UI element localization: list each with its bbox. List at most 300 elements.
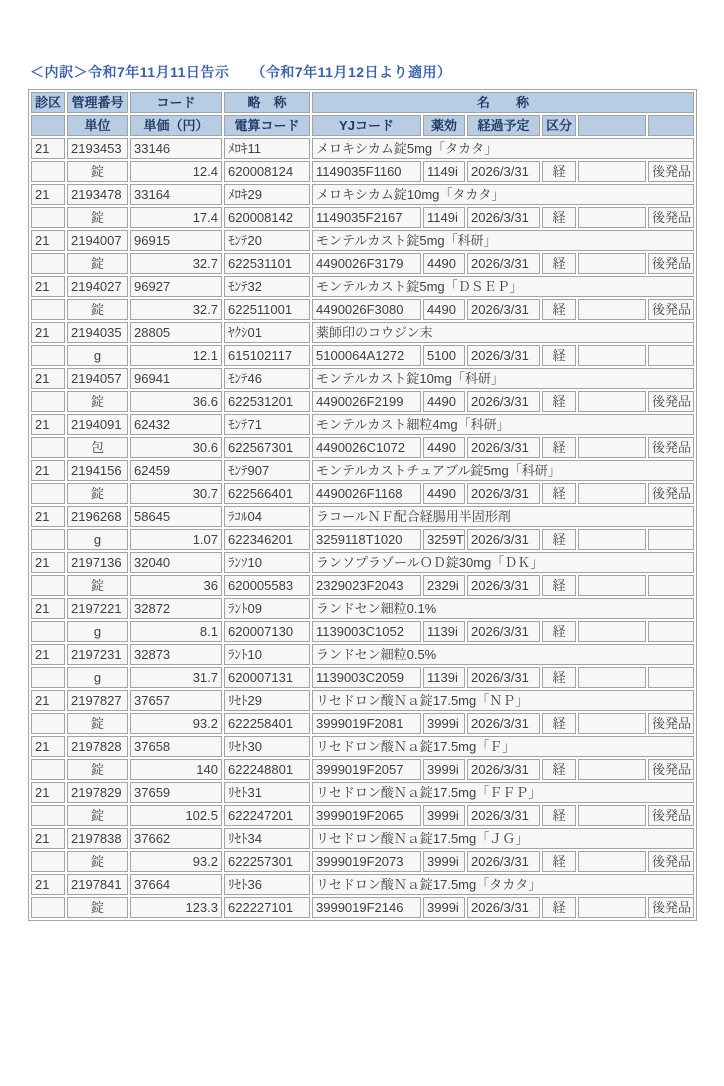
cell-ryakusho: ﾓﾝﾃ46 [224, 368, 310, 389]
header-blank [648, 115, 694, 136]
cell-kouhatsu-hin: 後発品 [648, 851, 694, 872]
cell-kubun: 経 [542, 483, 576, 504]
cell-code: 96941 [130, 368, 222, 389]
table-header [31, 92, 694, 136]
drug-name-row [31, 276, 694, 297]
drug-name-row [31, 690, 694, 711]
cell-yakko: 1139i [423, 621, 465, 642]
header-blank [31, 115, 65, 136]
cell-blank [31, 805, 65, 826]
header-tani: 単位 [67, 115, 128, 136]
drug-price-table [28, 89, 697, 921]
cell-blank [31, 483, 65, 504]
cell-kanri-bango: 2194091 [67, 414, 128, 435]
cell-tani: g [67, 529, 128, 550]
cell-tanka: 8.1 [130, 621, 222, 642]
cell-blank [578, 667, 646, 688]
cell-kanri-bango: 2197136 [67, 552, 128, 573]
header-row-1 [31, 92, 694, 113]
cell-kouhatsu-hin [648, 345, 694, 366]
cell-yakko: 1149i [423, 161, 465, 182]
cell-shinku: 21 [31, 782, 65, 803]
cell-shinku: 21 [31, 690, 65, 711]
cell-keika-yotei: 2026/3/31 [467, 253, 540, 274]
cell-yakko: 4490 [423, 391, 465, 412]
cell-shinku: 21 [31, 184, 65, 205]
drug-detail-row [31, 437, 694, 458]
cell-code: 62432 [130, 414, 222, 435]
cell-yakko: 4490 [423, 253, 465, 274]
cell-kanri-bango: 2196268 [67, 506, 128, 527]
cell-blank [578, 253, 646, 274]
header-kubun: 区分 [542, 115, 576, 136]
cell-kubun: 経 [542, 437, 576, 458]
cell-blank [578, 805, 646, 826]
cell-kouhatsu-hin [648, 667, 694, 688]
cell-meisho: 薬師印のコウジン末 [312, 322, 694, 343]
cell-kouhatsu-hin [648, 529, 694, 550]
cell-shinku: 21 [31, 644, 65, 665]
cell-blank [31, 667, 65, 688]
drug-name-row [31, 828, 694, 849]
cell-kanri-bango: 2197829 [67, 782, 128, 803]
drug-detail-row [31, 207, 694, 228]
cell-kouhatsu-hin: 後発品 [648, 897, 694, 918]
cell-keika-yotei: 2026/3/31 [467, 529, 540, 550]
cell-keika-yotei: 2026/3/31 [467, 391, 540, 412]
cell-kubun: 経 [542, 897, 576, 918]
cell-densan-code: 620007131 [224, 667, 310, 688]
cell-meisho: モンテルカストチュアブル錠5mg「科研」 [312, 460, 694, 481]
cell-blank [578, 529, 646, 550]
cell-ryakusho: ﾔｸｼ01 [224, 322, 310, 343]
cell-kouhatsu-hin: 後発品 [648, 805, 694, 826]
cell-kouhatsu-hin: 後発品 [648, 759, 694, 780]
cell-densan-code: 622248801 [224, 759, 310, 780]
cell-tanka: 93.2 [130, 851, 222, 872]
cell-yj-code: 4490026F3179 [312, 253, 421, 274]
cell-shinku: 21 [31, 736, 65, 757]
cell-ryakusho: ﾗﾝﾄ09 [224, 598, 310, 619]
cell-tanka: 30.6 [130, 437, 222, 458]
cell-yakko: 3259T [423, 529, 465, 550]
cell-tani: 錠 [67, 483, 128, 504]
header-yj-code: YJコード [312, 115, 421, 136]
cell-yakko: 3999i [423, 759, 465, 780]
drug-detail-row [31, 713, 694, 734]
drug-detail-row [31, 851, 694, 872]
cell-tani: 包 [67, 437, 128, 458]
drug-detail-row [31, 529, 694, 550]
cell-yakko: 3999i [423, 851, 465, 872]
cell-tani: 錠 [67, 207, 128, 228]
drug-detail-row [31, 299, 694, 320]
cell-meisho: メロキシカム錠10mg「タカタ」 [312, 184, 694, 205]
cell-keika-yotei: 2026/3/31 [467, 667, 540, 688]
cell-kubun: 経 [542, 667, 576, 688]
cell-densan-code: 620005583 [224, 575, 310, 596]
cell-yj-code: 4490026C1072 [312, 437, 421, 458]
cell-kubun: 経 [542, 805, 576, 826]
drug-detail-row [31, 483, 694, 504]
cell-tanka: 32.7 [130, 253, 222, 274]
cell-yakko: 1149i [423, 207, 465, 228]
drug-detail-row [31, 391, 694, 412]
cell-densan-code: 615102117 [224, 345, 310, 366]
cell-tani: 錠 [67, 391, 128, 412]
cell-kanri-bango: 2194007 [67, 230, 128, 251]
cell-kubun: 経 [542, 391, 576, 412]
drug-name-row [31, 322, 694, 343]
drug-name-row [31, 736, 694, 757]
cell-tani: 錠 [67, 897, 128, 918]
drug-detail-row [31, 897, 694, 918]
cell-yj-code: 1149035F2167 [312, 207, 421, 228]
cell-kouhatsu-hin: 後発品 [648, 713, 694, 734]
cell-tani: 錠 [67, 161, 128, 182]
cell-shinku: 21 [31, 598, 65, 619]
cell-kanri-bango: 2193478 [67, 184, 128, 205]
cell-blank [31, 897, 65, 918]
cell-densan-code: 622531201 [224, 391, 310, 412]
cell-blank [578, 897, 646, 918]
cell-shinku: 21 [31, 460, 65, 481]
cell-ryakusho: ﾓﾝﾃ907 [224, 460, 310, 481]
cell-yakko: 4490 [423, 437, 465, 458]
cell-kouhatsu-hin: 後発品 [648, 483, 694, 504]
drug-name-row [31, 368, 694, 389]
cell-code: 32873 [130, 644, 222, 665]
cell-meisho: リセドロン酸Ｎａ錠17.5mg「ＦＦＰ」 [312, 782, 694, 803]
cell-code: 96915 [130, 230, 222, 251]
cell-meisho: モンテルカスト錠5mg「科研」 [312, 230, 694, 251]
cell-tanka: 123.3 [130, 897, 222, 918]
cell-ryakusho: ﾗﾝﾄ10 [224, 644, 310, 665]
cell-kubun: 経 [542, 161, 576, 182]
cell-shinku: 21 [31, 414, 65, 435]
cell-kubun: 経 [542, 207, 576, 228]
cell-yj-code: 1149035F1160 [312, 161, 421, 182]
cell-keika-yotei: 2026/3/31 [467, 621, 540, 642]
cell-yakko: 4490 [423, 299, 465, 320]
table-body [31, 138, 694, 918]
header-yakko: 薬効 [423, 115, 465, 136]
cell-tanka: 102.5 [130, 805, 222, 826]
drug-detail-row [31, 253, 694, 274]
drug-name-row [31, 184, 694, 205]
cell-blank [31, 621, 65, 642]
cell-meisho: ランソプラゾールＯＤ錠30mg「ＤＫ」 [312, 552, 694, 573]
cell-shinku: 21 [31, 506, 65, 527]
cell-yj-code: 3999019F2057 [312, 759, 421, 780]
cell-meisho: ランドセン細粒0.1% [312, 598, 694, 619]
cell-densan-code: 622227101 [224, 897, 310, 918]
cell-blank [578, 575, 646, 596]
drug-name-row [31, 552, 694, 573]
cell-yj-code: 3999019F2146 [312, 897, 421, 918]
cell-densan-code: 622257301 [224, 851, 310, 872]
drug-detail-row [31, 805, 694, 826]
cell-blank [578, 345, 646, 366]
cell-kubun: 経 [542, 759, 576, 780]
cell-blank [31, 345, 65, 366]
cell-code: 37657 [130, 690, 222, 711]
cell-densan-code: 622258401 [224, 713, 310, 734]
cell-yj-code: 3999019F2065 [312, 805, 421, 826]
cell-shinku: 21 [31, 230, 65, 251]
cell-kanri-bango: 2197221 [67, 598, 128, 619]
cell-densan-code: 622566401 [224, 483, 310, 504]
cell-kouhatsu-hin [648, 575, 694, 596]
cell-yj-code: 3999019F2081 [312, 713, 421, 734]
cell-tanka: 36 [130, 575, 222, 596]
cell-blank [31, 391, 65, 412]
cell-densan-code: 620008124 [224, 161, 310, 182]
cell-ryakusho: ﾓﾝﾃ32 [224, 276, 310, 297]
cell-yj-code: 2329023F2043 [312, 575, 421, 596]
cell-yj-code: 3999019F2073 [312, 851, 421, 872]
cell-tani: 錠 [67, 713, 128, 734]
drug-name-row [31, 460, 694, 481]
cell-blank [31, 575, 65, 596]
cell-densan-code: 622531101 [224, 253, 310, 274]
cell-blank [31, 207, 65, 228]
cell-meisho: モンテルカスト錠10mg「科研」 [312, 368, 694, 389]
cell-code: 58645 [130, 506, 222, 527]
cell-code: 28805 [130, 322, 222, 343]
cell-blank [578, 483, 646, 504]
drug-name-row [31, 138, 694, 159]
cell-yj-code: 4490026F1168 [312, 483, 421, 504]
cell-ryakusho: ﾓﾝﾃ20 [224, 230, 310, 251]
cell-blank [31, 253, 65, 274]
cell-kanri-bango: 2194027 [67, 276, 128, 297]
cell-blank [578, 621, 646, 642]
cell-blank [578, 299, 646, 320]
cell-yj-code: 4490026F2199 [312, 391, 421, 412]
cell-kouhatsu-hin: 後発品 [648, 253, 694, 274]
cell-yakko: 1139i [423, 667, 465, 688]
cell-ryakusho: ﾘｾﾄ29 [224, 690, 310, 711]
cell-code: 32872 [130, 598, 222, 619]
cell-blank [578, 161, 646, 182]
drug-name-row [31, 782, 694, 803]
cell-kanri-bango: 2193453 [67, 138, 128, 159]
cell-shinku: 21 [31, 138, 65, 159]
cell-ryakusho: ﾒﾛｷ29 [224, 184, 310, 205]
cell-blank [578, 759, 646, 780]
cell-yj-code: 3259118T1020 [312, 529, 421, 550]
cell-ryakusho: ﾘｾﾄ31 [224, 782, 310, 803]
header-ryakusho: 略 称 [224, 92, 310, 113]
cell-shinku: 21 [31, 322, 65, 343]
cell-ryakusho: ﾘｾﾄ36 [224, 874, 310, 895]
drug-detail-row [31, 161, 694, 182]
cell-tani: 錠 [67, 299, 128, 320]
cell-shinku: 21 [31, 276, 65, 297]
cell-keika-yotei: 2026/3/31 [467, 805, 540, 826]
cell-tanka: 12.1 [130, 345, 222, 366]
cell-meisho: リセドロン酸Ｎａ錠17.5mg「Ｆ」 [312, 736, 694, 757]
cell-meisho: リセドロン酸Ｎａ錠17.5mg「タカタ」 [312, 874, 694, 895]
cell-blank [578, 437, 646, 458]
cell-meisho: ランドセン細粒0.5% [312, 644, 694, 665]
cell-kanri-bango: 2194057 [67, 368, 128, 389]
cell-code: 32040 [130, 552, 222, 573]
header-tanka: 単価（円） [130, 115, 222, 136]
cell-keika-yotei: 2026/3/31 [467, 299, 540, 320]
cell-kouhatsu-hin: 後発品 [648, 391, 694, 412]
cell-yakko: 3999i [423, 713, 465, 734]
cell-yakko: 4490 [423, 483, 465, 504]
cell-kanri-bango: 2197841 [67, 874, 128, 895]
cell-densan-code: 622247201 [224, 805, 310, 826]
cell-code: 37658 [130, 736, 222, 757]
cell-code: 33164 [130, 184, 222, 205]
header-densan-code: 電算コード [224, 115, 310, 136]
cell-blank [578, 851, 646, 872]
header-code: コード [130, 92, 222, 113]
cell-blank [31, 529, 65, 550]
cell-yakko: 3999i [423, 897, 465, 918]
drug-name-row [31, 874, 694, 895]
cell-kubun: 経 [542, 713, 576, 734]
cell-tani: g [67, 345, 128, 366]
header-row-2 [31, 115, 694, 136]
cell-tani: 錠 [67, 759, 128, 780]
header-blank [578, 115, 646, 136]
cell-tani: g [67, 667, 128, 688]
cell-kanri-bango: 2194156 [67, 460, 128, 481]
cell-tanka: 93.2 [130, 713, 222, 734]
cell-meisho: ラコールＮＦ配合経腸用半固形剤 [312, 506, 694, 527]
cell-kubun: 経 [542, 253, 576, 274]
cell-code: 37659 [130, 782, 222, 803]
cell-meisho: リセドロン酸Ｎａ錠17.5mg「ＪＧ」 [312, 828, 694, 849]
cell-tanka: 32.7 [130, 299, 222, 320]
cell-blank [31, 713, 65, 734]
cell-kubun: 経 [542, 851, 576, 872]
cell-keika-yotei: 2026/3/31 [467, 161, 540, 182]
cell-yj-code: 1139003C1052 [312, 621, 421, 642]
cell-meisho: リセドロン酸Ｎａ錠17.5mg「ＮＰ」 [312, 690, 694, 711]
drug-detail-row [31, 667, 694, 688]
cell-blank [578, 207, 646, 228]
cell-blank [578, 713, 646, 734]
cell-shinku: 21 [31, 552, 65, 573]
page-title: ＜内訳＞令和7年11月11日告示 （令和7年11月12日より適用） [30, 64, 452, 80]
cell-meisho: モンテルカスト細粒4mg「科研」 [312, 414, 694, 435]
cell-keika-yotei: 2026/3/31 [467, 575, 540, 596]
cell-kouhatsu-hin: 後発品 [648, 299, 694, 320]
cell-tanka: 30.7 [130, 483, 222, 504]
cell-tanka: 36.6 [130, 391, 222, 412]
cell-yj-code: 5100064A1272 [312, 345, 421, 366]
cell-kouhatsu-hin: 後発品 [648, 161, 694, 182]
cell-ryakusho: ﾘｾﾄ30 [224, 736, 310, 757]
cell-kanri-bango: 2197231 [67, 644, 128, 665]
cell-keika-yotei: 2026/3/31 [467, 437, 540, 458]
drug-detail-row [31, 759, 694, 780]
cell-meisho: モンテルカスト錠5mg「ＤＳＥＰ」 [312, 276, 694, 297]
cell-densan-code: 620008142 [224, 207, 310, 228]
cell-ryakusho: ﾘｾﾄ34 [224, 828, 310, 849]
cell-blank [31, 299, 65, 320]
drug-detail-row [31, 575, 694, 596]
cell-tani: 錠 [67, 253, 128, 274]
cell-code: 33146 [130, 138, 222, 159]
cell-kubun: 経 [542, 575, 576, 596]
cell-densan-code: 620007130 [224, 621, 310, 642]
cell-kouhatsu-hin [648, 621, 694, 642]
drug-name-row [31, 506, 694, 527]
cell-kubun: 経 [542, 345, 576, 366]
cell-keika-yotei: 2026/3/31 [467, 759, 540, 780]
cell-shinku: 21 [31, 874, 65, 895]
cell-kanri-bango: 2197828 [67, 736, 128, 757]
cell-meisho: メロキシカム錠5mg「タカタ」 [312, 138, 694, 159]
cell-tanka: 1.07 [130, 529, 222, 550]
cell-blank [31, 851, 65, 872]
cell-code: 96927 [130, 276, 222, 297]
cell-yakko: 3999i [423, 805, 465, 826]
cell-code: 37664 [130, 874, 222, 895]
cell-kouhatsu-hin: 後発品 [648, 207, 694, 228]
cell-kubun: 経 [542, 299, 576, 320]
cell-tani: 錠 [67, 851, 128, 872]
cell-shinku: 21 [31, 368, 65, 389]
cell-blank [578, 391, 646, 412]
drug-name-row [31, 598, 694, 619]
cell-ryakusho: ﾓﾝﾃ71 [224, 414, 310, 435]
drug-detail-row [31, 345, 694, 366]
cell-densan-code: 622567301 [224, 437, 310, 458]
cell-kubun: 経 [542, 529, 576, 550]
cell-tanka: 31.7 [130, 667, 222, 688]
cell-yakko: 5100 [423, 345, 465, 366]
header-kanri-bango: 管理番号 [67, 92, 128, 113]
cell-ryakusho: ﾒﾛｷ11 [224, 138, 310, 159]
cell-keika-yotei: 2026/3/31 [467, 713, 540, 734]
cell-code: 37662 [130, 828, 222, 849]
cell-kanri-bango: 2194035 [67, 322, 128, 343]
cell-kouhatsu-hin: 後発品 [648, 437, 694, 458]
cell-tanka: 140 [130, 759, 222, 780]
cell-ryakusho: ﾗｺﾙ04 [224, 506, 310, 527]
cell-keika-yotei: 2026/3/31 [467, 345, 540, 366]
cell-densan-code: 622346201 [224, 529, 310, 550]
cell-tani: 錠 [67, 575, 128, 596]
cell-tanka: 12.4 [130, 161, 222, 182]
cell-densan-code: 622511001 [224, 299, 310, 320]
cell-code: 62459 [130, 460, 222, 481]
cell-kubun: 経 [542, 621, 576, 642]
cell-shinku: 21 [31, 828, 65, 849]
drug-detail-row [31, 621, 694, 642]
cell-blank [31, 437, 65, 458]
cell-keika-yotei: 2026/3/31 [467, 207, 540, 228]
drug-name-row [31, 414, 694, 435]
cell-kanri-bango: 2197838 [67, 828, 128, 849]
drug-name-row [31, 230, 694, 251]
cell-keika-yotei: 2026/3/31 [467, 483, 540, 504]
drug-name-row [31, 644, 694, 665]
cell-blank [31, 161, 65, 182]
cell-ryakusho: ﾗﾝｿ10 [224, 552, 310, 573]
cell-yakko: 2329i [423, 575, 465, 596]
header-shinku: 診区 [31, 92, 65, 113]
cell-tani: g [67, 621, 128, 642]
